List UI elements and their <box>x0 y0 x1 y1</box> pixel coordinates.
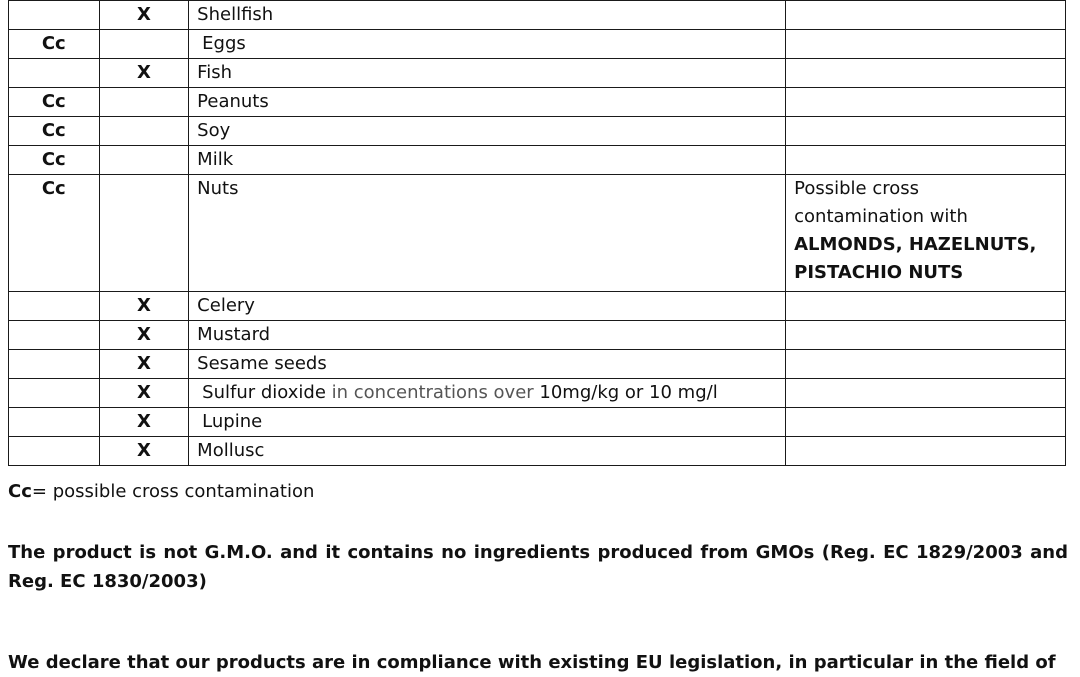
x-cell <box>99 146 189 175</box>
x-cell: X <box>99 408 189 437</box>
x-cell: X <box>99 379 189 408</box>
allergen-cell: Sesame seeds <box>189 350 786 379</box>
allergen-cell <box>189 30 786 59</box>
x-cell <box>99 175 189 292</box>
note-cell <box>786 350 1066 379</box>
x-cell <box>99 88 189 117</box>
cc-cell <box>9 379 100 408</box>
note-cell <box>786 175 1066 292</box>
table-row <box>9 30 1066 59</box>
allergen-cell: Milk <box>189 146 786 175</box>
cc-cell <box>9 59 100 88</box>
allergen-qualifier: in concentrations over <box>325 382 540 403</box>
table-row <box>9 292 1066 321</box>
allergen-cell: Mustard <box>189 321 786 350</box>
x-cell: X <box>99 292 189 321</box>
allergen-cell: Soy <box>189 117 786 146</box>
allergen-label: Sulfur dioxide <box>202 382 326 403</box>
table-row <box>9 117 1066 146</box>
cc-cell <box>9 1 100 30</box>
allergen-threshold: 10mg/kg or 10 mg/l <box>539 382 718 403</box>
note-cell <box>786 117 1066 146</box>
note-cell <box>786 292 1066 321</box>
note-line: contamination with <box>794 206 968 227</box>
allergen-cell: Celery <box>189 292 786 321</box>
table-row <box>9 1 1066 30</box>
allergen-cell <box>189 408 786 437</box>
allergen-label: Lupine <box>202 411 263 432</box>
note-cell <box>786 408 1066 437</box>
table-row <box>9 59 1066 88</box>
x-cell: X <box>99 59 189 88</box>
note-line: Possible cross <box>794 178 919 199</box>
allergen-cell: Nuts <box>189 175 786 292</box>
cc-cell <box>9 292 100 321</box>
cc-cell: Cc <box>9 146 100 175</box>
legend-text: = possible cross contamination <box>31 481 315 502</box>
allergen-cell: Mollusc <box>189 437 786 466</box>
table-row <box>9 175 1066 292</box>
note-cell <box>786 379 1066 408</box>
cc-cell: Cc <box>9 175 100 292</box>
x-cell: X <box>99 350 189 379</box>
x-cell: X <box>99 437 189 466</box>
x-cell: X <box>99 1 189 30</box>
note-cell <box>786 1 1066 30</box>
x-cell: X <box>99 321 189 350</box>
table-row <box>9 437 1066 466</box>
table-row <box>9 350 1066 379</box>
cc-cell: Cc <box>9 88 100 117</box>
legend <box>8 481 314 503</box>
allergen-table <box>8 0 1066 466</box>
note-cell <box>786 321 1066 350</box>
allergen-cell <box>189 379 786 408</box>
note-cell <box>786 59 1066 88</box>
allergen-cell: Shellfish <box>189 1 786 30</box>
table-row <box>9 88 1066 117</box>
allergen-label: Eggs <box>202 33 246 54</box>
table-row <box>9 321 1066 350</box>
cc-cell <box>9 350 100 379</box>
note-cell <box>786 146 1066 175</box>
cc-cell <box>9 321 100 350</box>
compliance-statement: We declare that our products are in compliance with existing EU legislation, in particular in the field of <box>8 652 1056 673</box>
cc-cell: Cc <box>9 117 100 146</box>
note-line: ALMONDS, HAZELNUTS, <box>794 234 1037 255</box>
note-cell <box>786 437 1066 466</box>
cc-cell <box>9 408 100 437</box>
legend-key: Cc <box>8 481 32 502</box>
table-row <box>9 146 1066 175</box>
note-line: PISTACHIO NUTS <box>794 262 964 283</box>
note-cell <box>786 30 1066 59</box>
allergen-cell: Fish <box>189 59 786 88</box>
cc-cell: Cc <box>9 30 100 59</box>
x-cell <box>99 30 189 59</box>
table-row <box>9 408 1066 437</box>
x-cell <box>99 117 189 146</box>
cc-cell <box>9 437 100 466</box>
gmo-statement: The product is not G.M.O. and it contains no ingredients produced from GMOs (Reg. EC 1829/2003 and Reg. EC 1830/2003) <box>8 542 1068 592</box>
table-row <box>9 379 1066 408</box>
note-cell <box>786 88 1066 117</box>
allergen-cell: Peanuts <box>189 88 786 117</box>
